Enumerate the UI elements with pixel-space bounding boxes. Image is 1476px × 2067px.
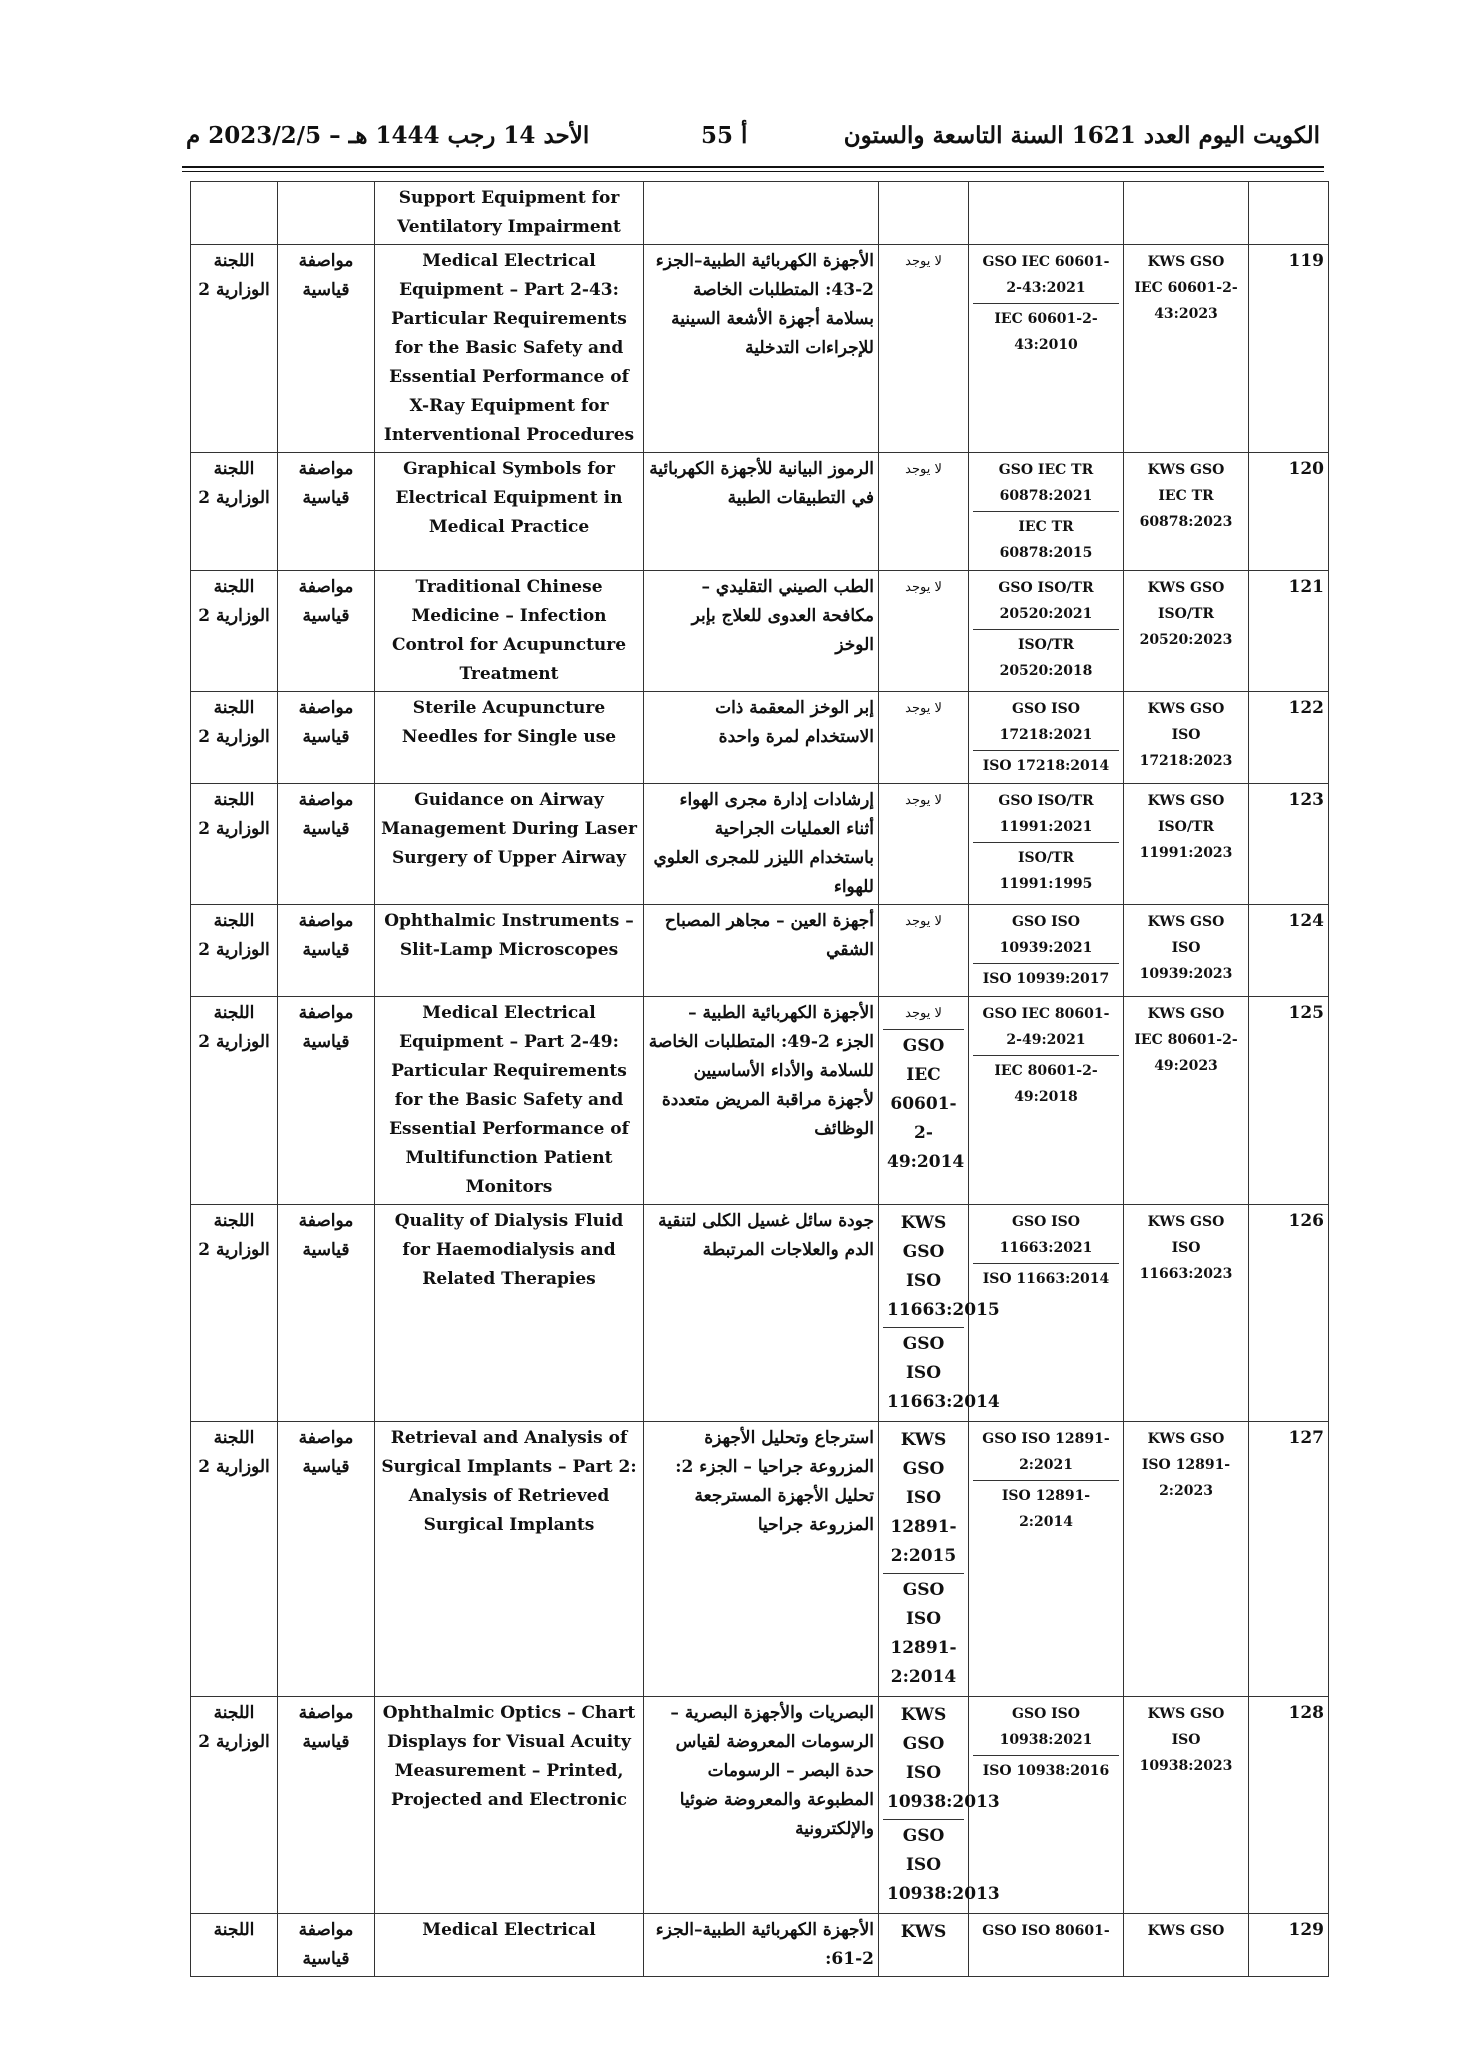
replaced-standard-entry: GSO ISO 11663:2014 [883, 1327, 964, 1419]
arabic-title-cell: الأجهزة الكهربائية الطبية – الجزء 2-49: المتطلبات الخاصة للسلامة والأداء الأساسيين لأجهزة مراقبة المريض متعددة الوظائف [644, 997, 879, 1205]
row-number-cell: 125 [1249, 997, 1329, 1205]
table-row [191, 245, 1329, 453]
kws-standard-cell [1124, 182, 1249, 245]
gso-standard-entry: GSO IEC 80601-2-49:2021 [982, 1006, 1110, 1048]
spec-type-cell: مواصفة قياسية [278, 1422, 375, 1697]
table-row [191, 182, 1329, 245]
table-row [191, 571, 1329, 692]
spec-type-cell: مواصفة قياسية [278, 571, 375, 692]
row-number-cell: 120 [1249, 453, 1329, 571]
table-row [191, 1422, 1329, 1697]
english-title-cell: Support Equipment for Ventilatory Impairment [375, 182, 644, 245]
table-row [191, 905, 1329, 997]
arabic-title-cell: الأجهزة الكهربائية الطبية–الجزء 2-61: [644, 1914, 879, 1977]
kws-standard-cell [1124, 571, 1249, 692]
row-number-cell: 121 [1249, 571, 1329, 692]
header-rule-thin [182, 171, 1324, 172]
gso-standard-cell [969, 571, 1124, 692]
spec-type-cell: مواصفة قياسية [278, 997, 375, 1205]
table-row [191, 453, 1329, 571]
row-number-cell: 126 [1249, 1205, 1329, 1422]
replaced-standard-cell [879, 905, 969, 997]
kws-standard-cell [1124, 692, 1249, 784]
kws-standard-cell [1124, 784, 1249, 905]
spec-type-cell: مواصفة قياسية [278, 784, 375, 905]
arabic-title-cell: الرموز البيانية للأجهزة الكهربائية في التطبيقات الطبية [644, 453, 879, 571]
replaced-standard-entry: لا يوجد [905, 254, 942, 269]
kws-standard-entry: KWS GSO IEC 80601-2-49:2023 [1134, 1006, 1238, 1074]
english-title-cell: Medical Electrical [375, 1914, 644, 1977]
gso-standard-entry: ISO/TR 20520:2018 [973, 629, 1119, 686]
kws-standard-cell [1124, 1205, 1249, 1422]
gso-standard-entry: ISO 17218:2014 [973, 750, 1119, 781]
english-title-cell: Ophthalmic Instruments – Slit-Lamp Microscopes [375, 905, 644, 997]
gso-standard-entry: ISO 11663:2014 [973, 1263, 1119, 1294]
english-title-cell: Guidance on Airway Management During Laser Surgery of Upper Airway [375, 784, 644, 905]
table-row [191, 1914, 1329, 1977]
row-number-cell: 128 [1249, 1697, 1329, 1914]
header-rule-thick [182, 166, 1324, 168]
kws-standard-entry: KWS GSO ISO/TR 20520:2023 [1139, 580, 1233, 648]
replaced-standard-entry: GSO IEC 60601-2-49:2014 [883, 1029, 964, 1179]
kws-standard-cell [1124, 1697, 1249, 1914]
table-row [191, 692, 1329, 784]
english-title-cell: Graphical Symbols for Electrical Equipment in Medical Practice [375, 453, 644, 571]
replaced-standard-cell [879, 1697, 1000, 1914]
english-title-cell: Medical Electrical Equipment – Part 2-43: Particular Requirements for the Basic Safety and Essential Performance of X-Ray Equipment for Interventional Procedures [375, 245, 644, 453]
committee-cell: اللجنة الوزارية 2 [191, 997, 278, 1205]
kws-standard-entry: KWS GSO ISO 17218:2023 [1139, 701, 1233, 769]
header-date: الأحد 14 رجب 1444 هـ – 2023/2/5 م [186, 122, 590, 149]
committee-cell: اللجنة الوزارية 2 [191, 571, 278, 692]
gso-standard-cell [969, 997, 1124, 1205]
replaced-standard-entry: KWS GSO ISO 12891-2:2015 [890, 1430, 957, 1566]
gso-standard-entry: GSO ISO 10938:2021 [999, 1706, 1093, 1748]
arabic-title-cell: استرجاع وتحليل الأجهزة المزروعة جراحيا – الجزء 2: تحليل الأجهزة المسترجعة المزروعة جراحيا [644, 1422, 879, 1697]
committee-cell: اللجنة [191, 1914, 278, 1977]
kws-standard-cell [1124, 1914, 1249, 1977]
gso-standard-entry: GSO IEC 60601-2-43:2021 [982, 254, 1110, 296]
gso-standard-entry: ISO 12891-2:2014 [973, 1480, 1119, 1537]
replaced-standard-entry: KWS GSO ISO 10938:2013 [887, 1705, 1000, 1812]
spec-type-cell: مواصفة قياسية [278, 245, 375, 453]
kws-standard-cell [1124, 905, 1249, 997]
gso-standard-cell [969, 905, 1124, 997]
committee-cell: اللجنة الوزارية 2 [191, 784, 278, 905]
table-row [191, 1205, 1329, 1422]
gso-standard-cell [969, 1914, 1124, 1977]
gso-standard-cell [969, 182, 1124, 245]
gso-standard-cell [969, 1422, 1124, 1697]
english-title-cell: Retrieval and Analysis of Surgical Implants – Part 2: Analysis of Retrieved Surgical Implants [375, 1422, 644, 1697]
english-title-cell: Ophthalmic Optics – Chart Displays for Visual Acuity Measurement – Printed, Projected and Electronic [375, 1697, 644, 1914]
table-row [191, 784, 1329, 905]
gso-standard-entry: IEC 60601-2-43:2010 [973, 303, 1119, 360]
kws-standard-entry: KWS GSO ISO/TR 11991:2023 [1139, 793, 1233, 861]
committee-cell: اللجنة الوزارية 2 [191, 1205, 278, 1422]
gso-standard-entry: IEC 80601-2-49:2018 [973, 1055, 1119, 1112]
table-row [191, 997, 1329, 1205]
replaced-standard-cell [879, 1422, 969, 1697]
replaced-standard-cell [879, 453, 969, 571]
committee-cell: اللجنة الوزارية 2 [191, 692, 278, 784]
kws-standard-cell [1124, 1422, 1249, 1697]
kws-standard-entry: KWS GSO ISO 10939:2023 [1139, 914, 1233, 982]
arabic-title-cell: جودة سائل غسيل الكلى لتنقية الدم والعلاجات المرتبطة [644, 1205, 879, 1422]
kws-standard-entry: KWS GSO ISO 11663:2023 [1139, 1214, 1233, 1282]
spec-type-cell: مواصفة قياسية [278, 1697, 375, 1914]
gso-standard-entry: ISO 10938:2016 [973, 1755, 1119, 1786]
replaced-standard-entry: KWS GSO ISO 11663:2015 [887, 1213, 1000, 1320]
replaced-standard-cell [879, 784, 969, 905]
standards-table [190, 181, 1329, 1977]
row-number-cell: 123 [1249, 784, 1329, 905]
replaced-standard-entry: لا يوجد [905, 701, 942, 716]
spec-type-cell: مواصفة قياسية [278, 1914, 375, 1977]
row-number-cell: 122 [1249, 692, 1329, 784]
replaced-standard-entry: GSO ISO 12891-2:2014 [883, 1573, 964, 1694]
gso-standard-entry: GSO IEC TR 60878:2021 [998, 462, 1094, 504]
gso-standard-entry: ISO 10939:2017 [973, 963, 1119, 994]
spec-type-cell: مواصفة قياسية [278, 1205, 375, 1422]
committee-cell [191, 182, 278, 245]
arabic-title-cell: أجهزة العين – مجاهر المصباح الشقي [644, 905, 879, 997]
gso-standard-cell [969, 692, 1124, 784]
arabic-title-cell [644, 182, 879, 245]
committee-cell: اللجنة الوزارية 2 [191, 453, 278, 571]
gso-standard-entry: ISO/TR 11991:1995 [973, 842, 1119, 899]
replaced-standard-entry: لا يوجد [905, 793, 942, 808]
kws-standard-entry: KWS GSO IEC TR 60878:2023 [1139, 462, 1233, 530]
gso-standard-entry: IEC TR 60878:2015 [973, 511, 1119, 568]
kws-standard-entry: KWS GSO [1147, 1923, 1225, 1939]
gso-standard-entry: GSO ISO 17218:2021 [999, 701, 1093, 743]
spec-type-cell: مواصفة قياسية [278, 453, 375, 571]
arabic-title-cell: إرشادات إدارة مجرى الهواء أثناء العمليات الجراحية باستخدام الليزر للمجرى العلوي للهواء [644, 784, 879, 905]
row-number-cell [1249, 182, 1329, 245]
arabic-title-cell: البصريات والأجهزة البصرية – الرسومات المعروضة لقياس حدة البصر – الرسومات المطبوعة والمعروضة ضوئيا والإلكترونية [644, 1697, 879, 1914]
spec-type-cell [278, 182, 375, 245]
replaced-standard-cell [879, 182, 969, 245]
english-title-cell: Quality of Dialysis Fluid for Haemodialysis and Related Therapies [375, 1205, 644, 1422]
spec-type-cell: مواصفة قياسية [278, 692, 375, 784]
gso-standard-cell [969, 453, 1124, 571]
arabic-title-cell: إبر الوخز المعقمة ذات الاستخدام لمرة واحدة [644, 692, 879, 784]
committee-cell: اللجنة الوزارية 2 [191, 245, 278, 453]
row-number-cell: 124 [1249, 905, 1329, 997]
gso-standard-entry: GSO ISO/TR 11991:2021 [998, 793, 1094, 835]
kws-standard-cell [1124, 453, 1249, 571]
kws-standard-entry: KWS GSO ISO 10938:2023 [1139, 1706, 1233, 1774]
row-number-cell: 129 [1249, 1914, 1329, 1977]
replaced-standard-cell [879, 1205, 1000, 1422]
replaced-standard-entry: لا يوجد [905, 462, 942, 477]
kws-standard-entry: KWS GSO ISO 12891-2:2023 [1141, 1431, 1231, 1499]
replaced-standard-cell [879, 1914, 969, 1977]
gso-standard-entry: GSO ISO 10939:2021 [999, 914, 1093, 956]
replaced-standard-cell [879, 571, 969, 692]
table-row [191, 1697, 1329, 1914]
gso-standard-cell [969, 245, 1124, 453]
page-header [186, 122, 1320, 162]
row-number-cell: 127 [1249, 1422, 1329, 1697]
gso-standard-cell [969, 784, 1124, 905]
header-page-number: أ 55 [701, 122, 748, 149]
replaced-standard-cell [879, 997, 969, 1205]
gso-standard-entry: GSO ISO 11663:2021 [999, 1214, 1093, 1256]
english-title-cell: Medical Electrical Equipment – Part 2-49: Particular Requirements for the Basic Safety and Essential Performance of Multifunction Patient Monitors [375, 997, 644, 1205]
committee-cell: اللجنة الوزارية 2 [191, 1422, 278, 1697]
spec-type-cell: مواصفة قياسية [278, 905, 375, 997]
kws-standard-cell [1124, 997, 1249, 1205]
gso-standard-entry: GSO ISO/TR 20520:2021 [998, 580, 1094, 622]
english-title-cell: Traditional Chinese Medicine – Infection Control for Acupuncture Treatment [375, 571, 644, 692]
committee-cell: اللجنة الوزارية 2 [191, 1697, 278, 1914]
english-title-cell: Sterile Acupuncture Needles for Single use [375, 692, 644, 784]
arabic-title-cell: الأجهزة الكهربائية الطبية–الجزء 2-43: المتطلبات الخاصة بسلامة أجهزة الأشعة السينية للإجراءات التدخلية [644, 245, 879, 453]
header-issue: الكويت اليوم العدد 1621 السنة التاسعة والستون [843, 122, 1320, 149]
replaced-standard-entry: KWS [900, 1922, 947, 1942]
replaced-standard-entry: لا يوجد [905, 914, 942, 929]
gso-standard-entry: GSO ISO 80601- [982, 1923, 1110, 1939]
committee-cell: اللجنة الوزارية 2 [191, 905, 278, 997]
kws-standard-cell [1124, 245, 1249, 453]
replaced-standard-entry: GSO ISO 10938:2013 [883, 1819, 964, 1911]
gso-standard-entry: GSO ISO 12891-2:2021 [982, 1431, 1110, 1473]
replaced-standard-entry: لا يوجد [905, 580, 942, 595]
kws-standard-entry: KWS GSO IEC 60601-2-43:2023 [1134, 254, 1238, 322]
replaced-standard-cell [879, 245, 969, 453]
replaced-standard-cell [879, 692, 969, 784]
row-number-cell: 119 [1249, 245, 1329, 453]
arabic-title-cell: الطب الصيني التقليدي – مكافحة العدوى للعلاج بإبر الوخز [644, 571, 879, 692]
replaced-standard-entry: لا يوجد [905, 1006, 942, 1021]
